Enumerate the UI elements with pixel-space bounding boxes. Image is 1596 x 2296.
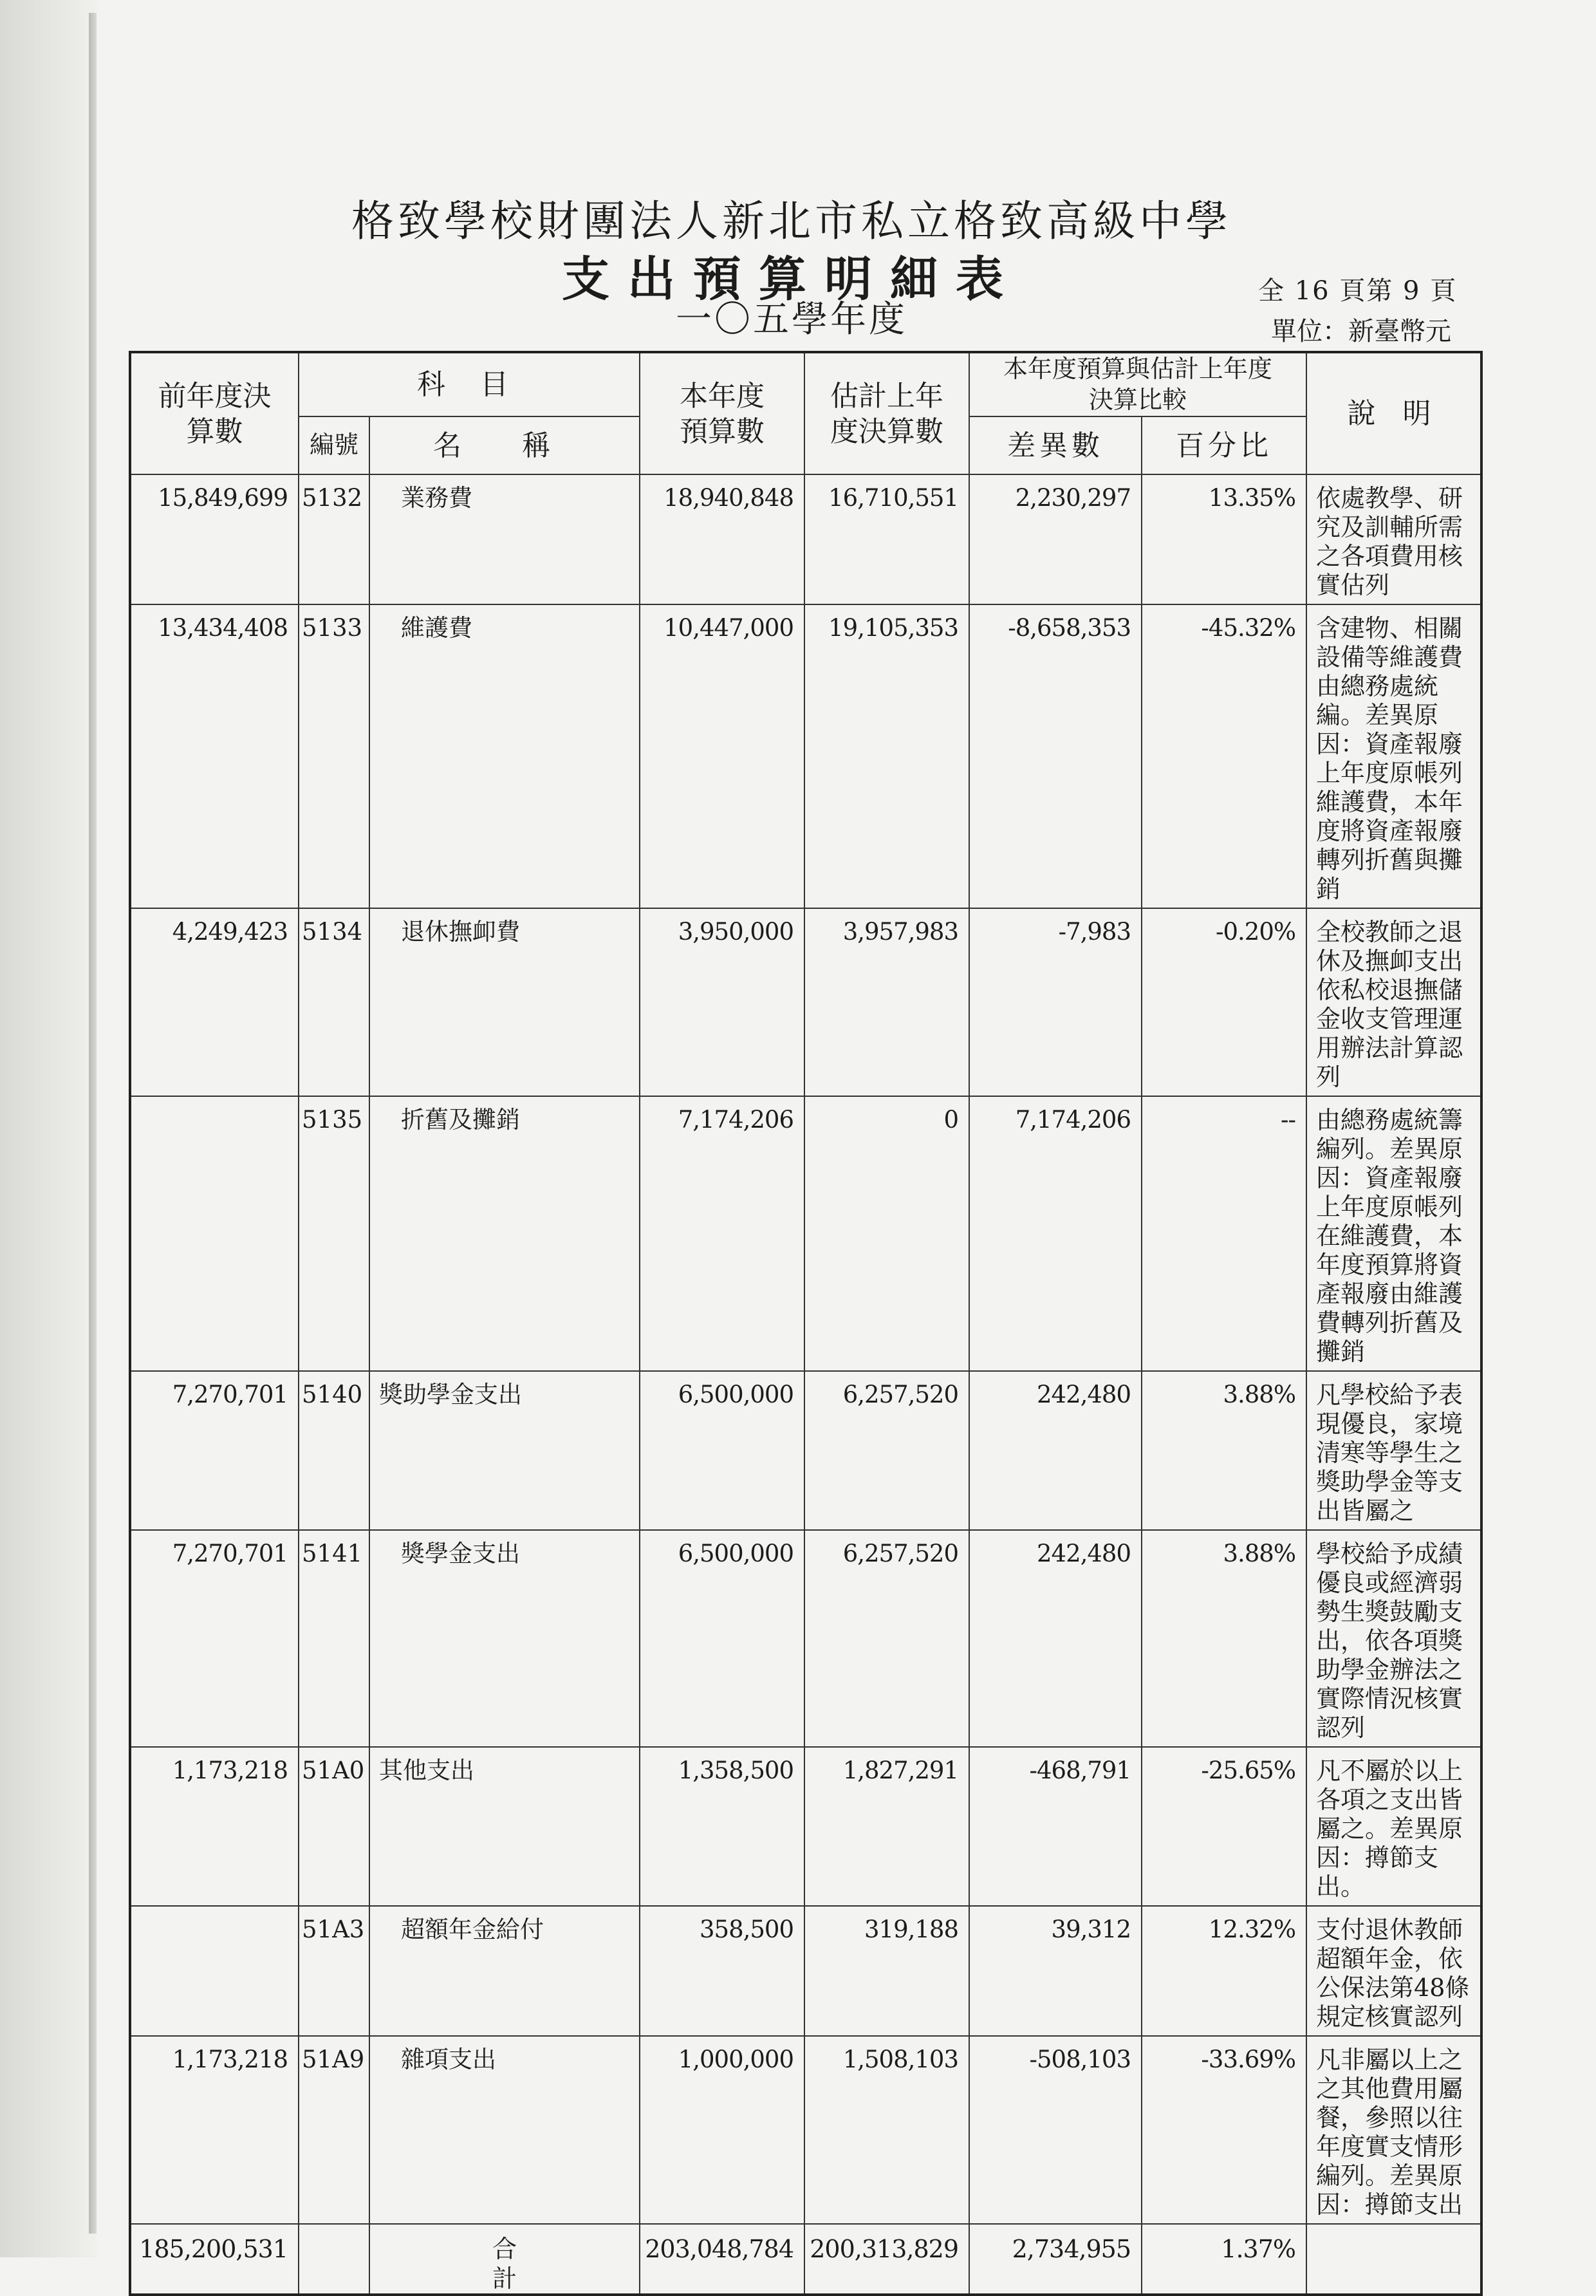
table-row (130, 474, 1481, 604)
est-prev-cell: 1,508,103 (804, 2036, 969, 2224)
col-compare: 本年度預算與估計上年度決算比較 (969, 352, 1306, 416)
page-indicator: 全 16 頁第 9 頁 (1258, 276, 1458, 306)
scan-binding-edge (0, 0, 97, 2257)
diff-cell: 242,480 (969, 1530, 1142, 1747)
prev-final-cell (130, 1096, 299, 1371)
note-cell: 由總務處統籌編列。差異原因：資產報廢上年度原帳列在維護費，本年度預算將資產報廢由維護費轉列折舊及攤銷 (1306, 1096, 1481, 1371)
pct-cell: 3.88% (1142, 1371, 1306, 1530)
document-title: 支出預算明細表 (562, 252, 1021, 307)
total-prev-final: 185,200,531 (130, 2224, 299, 2295)
note-cell: 依處教學、研究及訓輔所需之各項費用核實估列 (1306, 474, 1481, 604)
prev-final-cell: 15,849,699 (130, 474, 299, 604)
total-note-empty (1306, 2224, 1481, 2295)
code-cell: 51A0 (299, 1747, 369, 1906)
code-cell: 5135 (299, 1096, 369, 1371)
name-cell: 業務費 (369, 474, 640, 604)
code-cell: 5140 (299, 1371, 369, 1530)
est-prev-cell: 1,827,291 (804, 1747, 969, 1906)
code-cell: 5132 (299, 474, 369, 604)
prev-final-cell: 4,249,423 (130, 908, 299, 1096)
est-prev-cell: 319,188 (804, 1906, 969, 2036)
total-diff: 2,734,955 (969, 2224, 1142, 2295)
budget-cell: 1,358,500 (640, 1747, 804, 1906)
diff-cell: 7,174,206 (969, 1096, 1142, 1371)
table-row (130, 1530, 1481, 1747)
col-est-prev: 估計上年度決算數 (804, 352, 969, 474)
organization-title: 格致學校財團法人新北市私立格致高級中學 (351, 196, 1232, 246)
col-budget: 本年度預算數 (640, 352, 804, 474)
table-row (130, 604, 1481, 908)
est-prev-cell: 16,710,551 (804, 474, 969, 604)
col-subject: 科 目 (299, 352, 640, 416)
budget-cell: 6,500,000 (640, 1530, 804, 1747)
pct-cell: -- (1142, 1096, 1306, 1371)
note-cell: 含建物、相關設備等維護費由總務處統編。差異原因：資產報廢上年度原帳列維護費，本年度將資產報廢轉列折舊與攤銷 (1306, 604, 1481, 908)
code-cell: 5133 (299, 604, 369, 908)
total-est-prev: 200,313,829 (804, 2224, 969, 2295)
est-prev-cell: 6,257,520 (804, 1371, 969, 1530)
scan-spine-shadow (89, 13, 97, 2234)
name-cell: 退休撫卹費 (369, 908, 640, 1096)
est-prev-cell: 6,257,520 (804, 1530, 969, 1747)
diff-cell: -508,103 (969, 2036, 1142, 2224)
total-pct: 1.37% (1142, 2224, 1306, 2295)
table-row (130, 2036, 1481, 2224)
name-cell: 其他支出 (369, 1747, 640, 1906)
code-cell: 51A9 (299, 2036, 369, 2224)
currency-unit: 單位：新臺幣元 (1271, 317, 1451, 346)
budget-cell: 3,950,000 (640, 908, 804, 1096)
table-row (130, 1096, 1481, 1371)
name-cell: 折舊及攤銷 (369, 1096, 640, 1371)
note-cell: 全校教師之退休及撫卹支出依私校退撫儲金收支管理運用辦法計算認列 (1306, 908, 1481, 1096)
name-cell: 獎助學金支出 (369, 1371, 640, 1530)
table-row (130, 908, 1481, 1096)
budget-cell: 18,940,848 (640, 474, 804, 604)
pct-cell: 13.35% (1142, 474, 1306, 604)
prev-final-cell: 1,173,218 (130, 2036, 299, 2224)
name-cell: 維護費 (369, 604, 640, 908)
diff-cell: -468,791 (969, 1747, 1142, 1906)
budget-cell: 10,447,000 (640, 604, 804, 908)
diff-cell: -7,983 (969, 908, 1142, 1096)
est-prev-cell: 0 (804, 1096, 969, 1371)
budget-cell: 7,174,206 (640, 1096, 804, 1371)
total-row (130, 2224, 1481, 2295)
pct-cell: -45.32% (1142, 604, 1306, 908)
table-row (130, 1906, 1481, 2036)
prev-final-cell: 7,270,701 (130, 1530, 299, 1747)
name-cell: 超額年金給付 (369, 1906, 640, 2036)
budget-cell: 358,500 (640, 1906, 804, 2036)
note-cell: 凡非屬以上之之其他費用屬餐，參照以往年度實支情形編列。差異原因：撙節支出 (1306, 2036, 1481, 2224)
est-prev-cell: 19,105,353 (804, 604, 969, 908)
name-cell: 雜項支出 (369, 2036, 640, 2224)
code-cell: 51A3 (299, 1906, 369, 2036)
prev-final-cell: 1,173,218 (130, 1747, 299, 1906)
prev-final-cell (130, 1906, 299, 2036)
est-prev-cell: 3,957,983 (804, 908, 969, 1096)
total-label: 合計 (369, 2224, 640, 2295)
total-budget: 203,048,784 (640, 2224, 804, 2295)
table-row (130, 1747, 1481, 1906)
note-cell: 學校給予成績優良或經濟弱勢生獎鼓勵支出，依各項獎助學金辦法之實際情況核實認列 (1306, 1530, 1481, 1747)
name-cell: 獎學金支出 (369, 1530, 640, 1747)
prev-final-cell: 7,270,701 (130, 1371, 299, 1530)
diff-cell: -8,658,353 (969, 604, 1142, 908)
col-diff: 差異數 (969, 416, 1142, 474)
pct-cell: -0.20% (1142, 908, 1306, 1096)
pct-cell: 12.32% (1142, 1906, 1306, 2036)
col-note: 說 明 (1306, 352, 1481, 474)
note-cell: 支付退休教師超額年金，依公保法第48條規定核實認列 (1306, 1906, 1481, 2036)
pct-cell: 3.88% (1142, 1530, 1306, 1747)
diff-cell: 242,480 (969, 1371, 1142, 1530)
prev-final-cell: 13,434,408 (130, 604, 299, 908)
code-cell: 5134 (299, 908, 369, 1096)
diff-cell: 2,230,297 (969, 474, 1142, 604)
code-cell: 5141 (299, 1530, 369, 1747)
note-cell: 凡不屬於以上各項之支出皆屬之。差異原因：撙節支出。 (1306, 1747, 1481, 1906)
col-code: 編號 (299, 416, 369, 474)
col-pct: 百分比 (1142, 416, 1306, 474)
budget-detail-table (129, 351, 1483, 2296)
diff-cell: 39,312 (969, 1906, 1142, 2036)
pct-cell: -25.65% (1142, 1747, 1306, 1906)
note-cell: 凡學校給予表現優良，家境清寒等學生之獎助學金等支出皆屬之 (1306, 1371, 1481, 1530)
table-row (130, 1371, 1481, 1530)
budget-cell: 6,500,000 (640, 1371, 804, 1530)
col-name: 名 稱 (369, 416, 640, 474)
total-code-empty (299, 2224, 369, 2295)
pct-cell: -33.69% (1142, 2036, 1306, 2224)
fiscal-year: 一〇五學年度 (676, 299, 907, 341)
col-prev-final: 前年度決算數 (130, 352, 299, 474)
budget-cell: 1,000,000 (640, 2036, 804, 2224)
